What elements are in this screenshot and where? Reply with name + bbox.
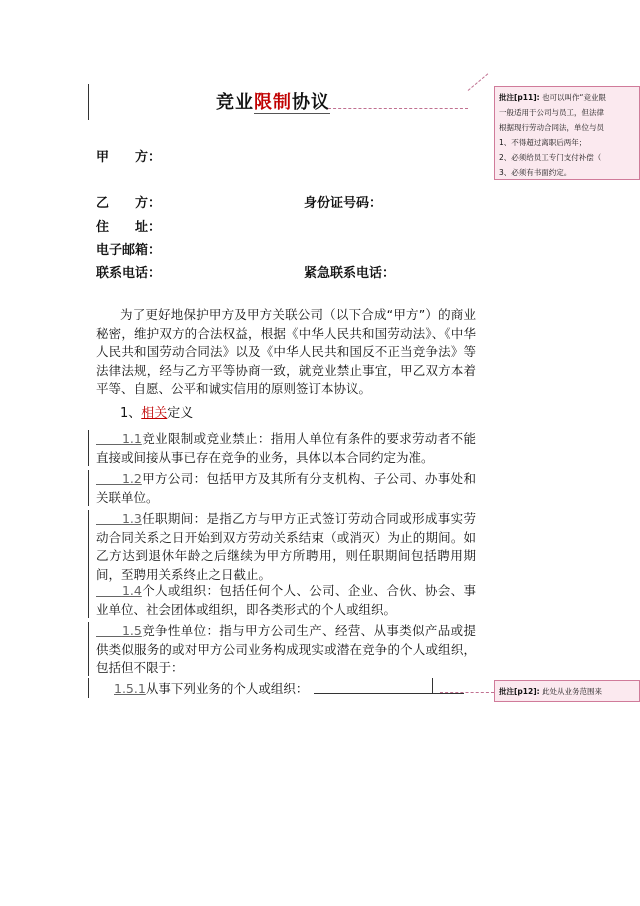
change-bar xyxy=(88,622,89,676)
clause-1-5-1 xyxy=(114,680,444,699)
title-text-1: 竞业 xyxy=(216,92,254,113)
address-label: 住 址： xyxy=(96,220,162,235)
comment-line: 1、不得超过离职后两年； xyxy=(499,138,587,147)
comment-connector-1b xyxy=(468,73,489,90)
comment-line: 3、必须有书面约定。 xyxy=(499,168,572,177)
comment-balloon-2[interactable] xyxy=(494,680,640,702)
clause-text: 个人或组织：包括任何个人、公司、企业、合伙、协会、事业单位、社会团体或组织，即各类形式的个人或组织。 xyxy=(96,583,476,617)
title-text-3: 协议 xyxy=(292,92,330,113)
clause-1-4 xyxy=(96,582,476,619)
comment-balloon-1[interactable] xyxy=(494,86,640,180)
title-text-highlight: 限制 xyxy=(254,92,292,113)
change-bar xyxy=(88,582,89,618)
fill-in-blank-line[interactable] xyxy=(314,693,464,694)
document-title xyxy=(216,88,330,114)
text-cursor xyxy=(432,678,433,694)
clause-number: 1.2 xyxy=(121,471,142,486)
section-title-rest: 定义 xyxy=(167,406,194,421)
comment-line: 一般适用于公司与员工，但法律 xyxy=(499,108,604,117)
clause-1-1 xyxy=(96,430,476,467)
comment-line: 2、必须给员工专门支付补偿（ xyxy=(499,153,602,162)
change-bar xyxy=(88,470,89,506)
party-b-label: 乙 方： xyxy=(96,196,162,211)
party-a-label: 甲 方： xyxy=(96,150,162,165)
intro-paragraph: 为了更好地保护甲方及甲方关联公司（以下合成“甲方”）的商业秘密，维护双方的合法权益，根据《中华人民共和国劳动法》、《中华人民共和国劳动合同法》以及《中华人民共和国反不正当竞争法》等法律法规，经与乙方平等协商一致，就竞业禁止事宜，甲乙双方本着平等、自愿、公平和诚实信用的原则签订本协议。 xyxy=(96,307,476,396)
comment-tag: 批注[p11]: xyxy=(499,93,540,102)
comment-connector-1 xyxy=(328,108,468,109)
section-1-heading xyxy=(120,402,193,421)
clause-text: 任职期间：是指乙方与甲方正式签订劳动合同或形成事实劳动合同关系之日开始到双方劳动关系结束（或消灭）为止的期间。如乙方达到退休年龄之后继续为甲方所聘用，则任职期间包括聘用期间，至聘用关系终止之日截止。 xyxy=(96,511,476,582)
clause-1-2 xyxy=(96,470,476,507)
change-bar xyxy=(88,430,89,466)
clause-1-5 xyxy=(96,622,476,678)
clause-number: ​ 1.1 xyxy=(96,431,142,446)
clause-number: 1.5 xyxy=(121,623,142,638)
phone-label: 联系电话： xyxy=(96,266,162,281)
clause-number: 1.5.1 xyxy=(114,681,146,696)
emergency-contact-label: 紧急联系电话： xyxy=(304,266,396,281)
comment-tag: 批注[p12]: xyxy=(499,687,540,696)
title-change-bar xyxy=(88,84,89,120)
id-number-label: 身份证号码： xyxy=(304,196,383,211)
clause-text: 从事下列业务的个人或组织： xyxy=(145,681,309,696)
clause-1-3 xyxy=(96,510,476,584)
clause-number: 1.4 xyxy=(121,583,142,598)
change-bar xyxy=(88,510,89,582)
change-bar xyxy=(88,678,89,698)
clause-text: 竞业限制或竞业禁止：指用人单位有条件的要求劳动者不能直接或间接从事已存在竞争的业务，具体以本合同约定为准。 xyxy=(96,431,476,465)
clause-number: 1.3 xyxy=(121,511,142,526)
comment-line: 此处从业务范围来 xyxy=(542,687,603,696)
comment-connector-2 xyxy=(440,692,494,693)
comment-line: 根据现行劳动合同法，单位与员 xyxy=(499,123,604,132)
comment-line: 也可以叫作“竞业限 xyxy=(542,93,606,102)
clause-text: 竞争性单位：指与甲方公司生产、经营、从事类似产品或提供类似服务的或对甲方公司业务构成现实或潜在竞争的个人或组织，包括但不限于： xyxy=(96,623,476,675)
clause-text: 甲方公司：包括甲方及其所有分支机构、子公司、办事处和关联单位。 xyxy=(96,471,476,505)
email-label: 电子邮箱： xyxy=(96,243,162,258)
section-number: 1、 xyxy=(120,406,142,421)
section-title-highlight: 相关 xyxy=(141,406,168,421)
